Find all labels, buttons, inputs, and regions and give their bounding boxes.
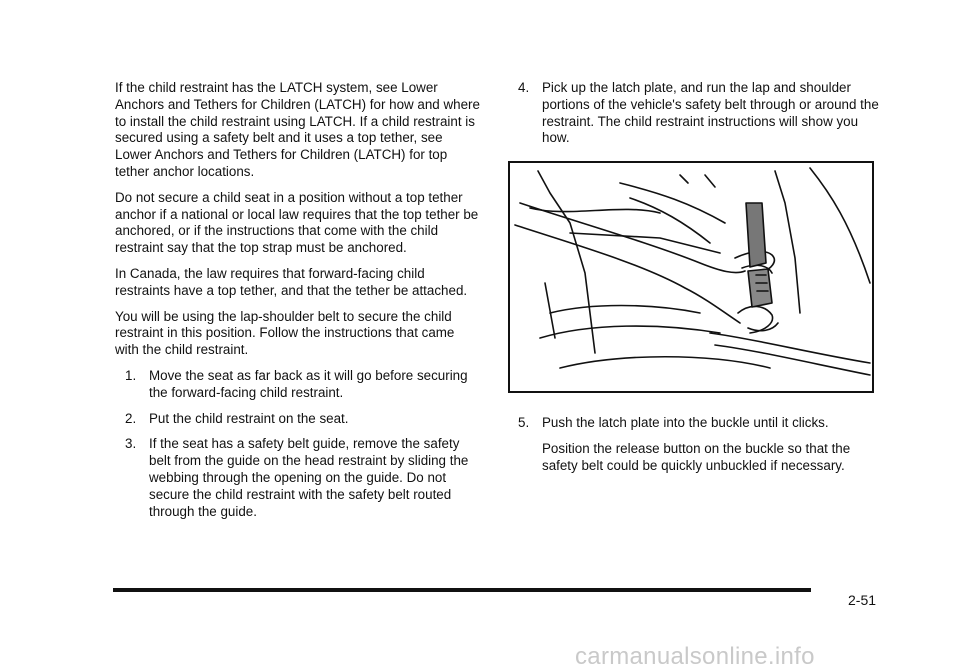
step-2 bbox=[125, 411, 480, 428]
step-number: 1. bbox=[125, 367, 137, 383]
step-number: 4. bbox=[518, 80, 530, 95]
paragraph-tether-law: Do not secure a child seat in a position without a top tether anchor if a national or local law requires that the top tether be anchored, or if the instructions that come with the child restraint say that the top strap must be anchored. bbox=[115, 189, 479, 256]
paragraph-latch-system: If the child restraint has the LATCH system, see Lower Anchors and Tethers for Children (LATCH) for how and where to install the child restraint using LATCH. If a child restraint is secured using a safety belt and it uses a top tether, see Lower Anchors and Tethers for Children (LATCH) for top tether anchor locations. bbox=[115, 80, 480, 179]
watermark: carmanualsonline.info bbox=[575, 643, 815, 670]
latch-plate-illustration bbox=[508, 161, 874, 393]
page-number: 2-51 bbox=[848, 592, 877, 608]
step-number: 3. bbox=[125, 436, 137, 452]
step-4 bbox=[518, 80, 886, 147]
step-text: Put the child restraint on the seat. bbox=[149, 410, 349, 426]
step-text: Push the latch plate into the buckle until it clicks. bbox=[542, 415, 829, 431]
paragraph-canada: In Canada, the law requires that forward-facing child restraints have a top tether, and that the tether be attached. bbox=[115, 265, 468, 298]
step-3 bbox=[125, 436, 480, 520]
paragraph-lap-shoulder: You will be using the lap-shoulder belt to secure the child restraint in this position. Follow the instructions that came with the child restraint. bbox=[115, 308, 455, 358]
left-column bbox=[115, 80, 480, 529]
right-column bbox=[508, 80, 886, 484]
step-5-note: Position the release button on the buckle so that the safety belt could be quickly unbuckled if necessary. bbox=[542, 440, 851, 473]
step-number: 2. bbox=[125, 410, 137, 426]
step-text: Pick up the latch plate, and run the lap and shoulder portions of the vehicle's safety belt through or around the restraint. The child restraint instructions will show you how. bbox=[542, 80, 879, 146]
step-text: If the seat has a safety belt guide, remove the safety belt from the guide on the head restraint by sliding the webbing through the opening on the guide. Do not secure the child restraint with the safety belt routed through the guide. bbox=[149, 436, 469, 519]
footer-rule bbox=[113, 588, 811, 592]
step-5 bbox=[518, 415, 886, 432]
step-number: 5. bbox=[518, 415, 530, 431]
step-text: Move the seat as far back as it will go before securing the forward-facing child restraint. bbox=[149, 367, 468, 400]
step-1 bbox=[125, 368, 480, 402]
seat-belt-illustration-icon bbox=[510, 163, 872, 391]
